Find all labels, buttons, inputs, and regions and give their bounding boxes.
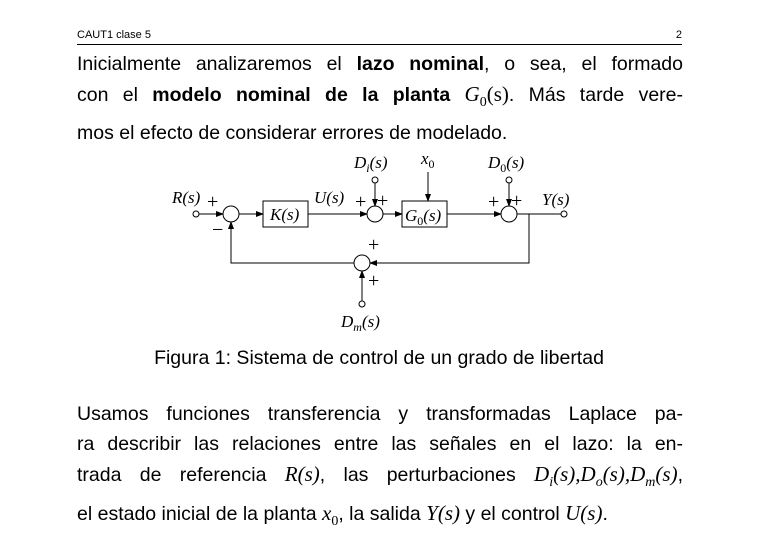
input-node-Dm: [359, 301, 365, 307]
body-line-2: ra describir las relaciones entre las señales en el lazo: la en-: [77, 433, 683, 455]
summing-junction-4: [354, 255, 370, 271]
intro-line-3: mos el efecto de considerar errores de modelado.: [77, 122, 508, 145]
label-D0: $D_0(s)$: [488, 153, 525, 175]
label-Dm: $D_m(s)$: [341, 312, 380, 334]
sign-sum3-plus-top: +: [511, 190, 523, 212]
sign-sum4-plus-top: +: [368, 234, 380, 256]
label-Y: Y(s): [542, 190, 570, 209]
intro-line-1: Inicialmente analizaremos el lazo nominal, o sea, el formado: [77, 53, 683, 75]
running-header: CAUT1 clase 5: [77, 29, 151, 41]
math-disturbances: $D_i(s),D_o(s),D_m(s)$: [534, 462, 678, 491]
sign-sum1-minus: −: [212, 219, 224, 241]
label-U: U(s): [314, 188, 345, 207]
label-Di: $D_i(s)$: [354, 153, 388, 175]
body-line-3: trada de referencia R(s), las perturbaciones $D_i(s),D_o(s),D_m(s)$,: [77, 462, 683, 491]
summing-junction-1: [223, 206, 239, 222]
figure-caption: Figura 1: Sistema de control de un grado de libertad: [154, 347, 604, 369]
input-node-D0: [506, 177, 512, 183]
math-x0: $x_0$: [322, 501, 339, 530]
output-node-Y: [561, 211, 567, 217]
label-R: R(s): [172, 188, 201, 207]
label-K: K(s): [270, 205, 300, 224]
feedback-path-left: [231, 222, 354, 263]
body-line-1: Usamos funciones transferencia y transformadas Laplace pa-: [77, 403, 683, 425]
input-node-R: [193, 211, 199, 217]
sign-sum1-plus: +: [207, 191, 219, 213]
term-modelo-nominal: modelo nominal de la planta: [152, 84, 451, 106]
input-node-Di: [372, 177, 378, 183]
sign-sum4-plus-bottom: +: [368, 270, 380, 292]
sign-sum3-plus-left: +: [488, 191, 500, 213]
label-x0: $x_0$: [421, 149, 435, 171]
math-U: U(s): [565, 501, 603, 526]
sign-sum2-plus-top: +: [377, 190, 389, 212]
label-G0: $G_0(s)$: [405, 206, 442, 228]
math-G0: $G_0(s)$: [464, 82, 509, 111]
term-lazo-nominal: lazo nominal: [356, 53, 485, 75]
page-number: 2: [675, 29, 682, 41]
body-paragraph: [77, 399, 683, 537]
math-R: R(s): [284, 462, 320, 486]
intro-line-2: con el modelo nominal de la planta $G_0(s)$. Más tarde vere-: [77, 82, 684, 111]
sign-sum2-plus-left: +: [355, 191, 367, 213]
body-line-4: el estado inicial de la planta $x_0$, la salida Y(s) y el control U(s).: [77, 501, 608, 530]
math-Y: Y(s): [426, 501, 460, 526]
